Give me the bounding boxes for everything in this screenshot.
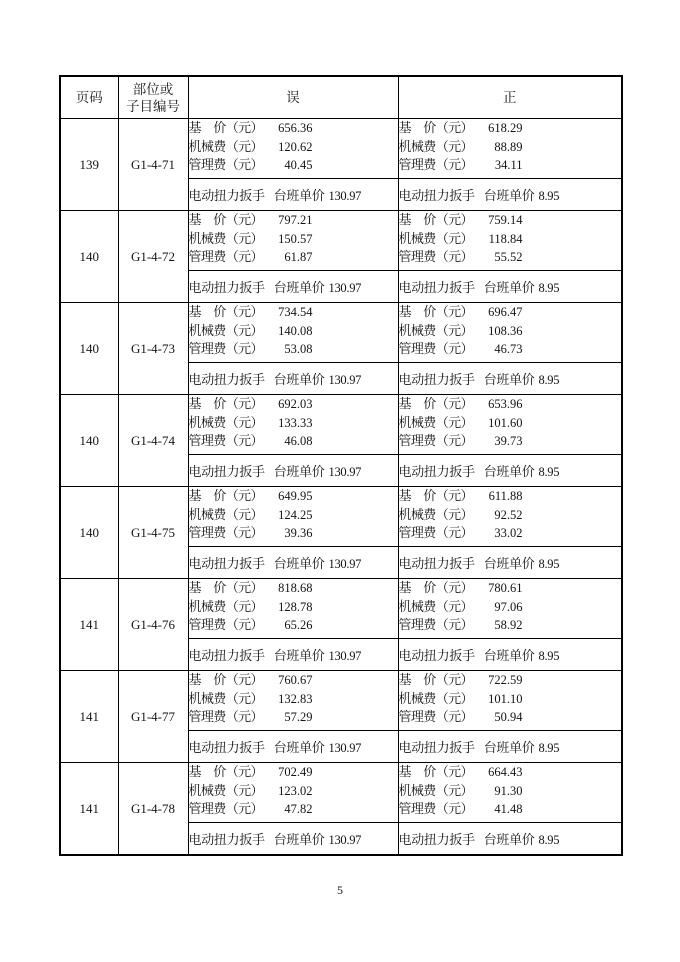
fee-line-machine-fee: [399, 414, 622, 433]
shift-price-label: 台班单价: [483, 556, 535, 571]
base-price-value: 702.49: [278, 765, 313, 779]
page-number-cell: 141: [60, 763, 118, 856]
correct-wrench-cell: [398, 639, 622, 671]
shift-price-value: 8.95: [538, 465, 560, 479]
machine-fee-label: 机械费（元）: [188, 230, 263, 246]
wrong-fees-cell: [188, 487, 398, 547]
correct-fees-cell: [398, 119, 622, 179]
fee-line-admin-fee: [399, 524, 622, 543]
shift-price-value: 130.97: [328, 465, 362, 479]
fee-line-machine-fee: [189, 598, 398, 617]
base-price-label: 基 价（元）: [188, 672, 263, 687]
machine-fee-label: 机械费（元）: [188, 782, 263, 798]
fee-line-base-price: [189, 395, 398, 414]
machine-fee-value: 92.52: [494, 507, 523, 522]
header-cell-page-number: 页码: [60, 76, 118, 119]
correct-wrench-cell: [398, 271, 622, 303]
admin-fee-value: 40.45: [284, 158, 313, 172]
admin-fee-label: 管理费（元）: [188, 341, 263, 356]
admin-fee-value: 46.73: [494, 342, 523, 356]
machine-fee-label: 机械费（元）: [398, 690, 473, 706]
fee-line-machine-fee: [399, 322, 622, 341]
wrench-label: 电动扭力扳手: [188, 832, 265, 847]
shift-price-label: 台班单价: [273, 740, 325, 755]
admin-fee-label: 管理费（元）: [188, 157, 263, 172]
shift-price-value: 130.97: [328, 557, 362, 571]
header-cell-correct: 正: [398, 76, 622, 119]
base-price-value: 696.47: [488, 305, 523, 319]
fee-line-machine-fee: [399, 782, 622, 801]
page-number-cell: 140: [60, 303, 118, 395]
item-code-cell: G1-4-78: [118, 763, 188, 856]
admin-fee-label: 管理费（元）: [398, 525, 473, 540]
correct-fees-cell: [398, 303, 622, 363]
page-number-cell: 140: [60, 487, 118, 579]
wrong-wrench-cell: [188, 179, 398, 211]
admin-fee-value: 33.02: [494, 526, 523, 540]
base-price-label: 基 价（元）: [398, 304, 473, 319]
base-price-label: 基 价（元）: [188, 120, 263, 135]
shift-price-value: 130.97: [328, 281, 362, 295]
wrench-label: 电动扭力扳手: [188, 464, 265, 479]
machine-fee-value: 91.30: [494, 783, 523, 798]
shift-price-label: 台班单价: [273, 832, 325, 847]
admin-fee-label: 管理费（元）: [398, 157, 473, 172]
fee-line-machine-fee: [399, 690, 622, 709]
base-price-value: 692.03: [278, 397, 313, 411]
base-price-value: 797.21: [278, 213, 313, 227]
machine-fee-value: 124.25: [278, 507, 313, 522]
shift-price-label: 台班单价: [483, 280, 535, 295]
fee-line-base-price: [189, 763, 398, 782]
machine-fee-value: 108.36: [488, 323, 523, 338]
table-row-detail: [60, 579, 622, 639]
errata-table-header: [60, 76, 622, 119]
admin-fee-value: 53.08: [284, 342, 313, 356]
fee-line-machine-fee: [189, 230, 398, 249]
shift-price-value: 130.97: [328, 833, 362, 847]
admin-fee-value: 39.36: [284, 526, 313, 540]
base-price-value: 759.14: [488, 213, 523, 227]
admin-fee-value: 65.26: [284, 618, 313, 632]
machine-fee-value: 118.84: [488, 231, 523, 246]
fee-line-machine-fee: [189, 414, 398, 433]
admin-fee-label: 管理费（元）: [188, 709, 263, 724]
admin-fee-label: 管理费（元）: [398, 801, 473, 816]
machine-fee-label: 机械费（元）: [398, 598, 473, 614]
admin-fee-value: 55.52: [494, 250, 523, 264]
base-price-value: 734.54: [278, 305, 313, 319]
wrong-fees-cell: [188, 763, 398, 823]
shift-price-value: 130.97: [328, 189, 362, 203]
fee-line-machine-fee: [189, 782, 398, 801]
admin-fee-label: 管理费（元）: [188, 433, 263, 448]
shift-price-value: 130.97: [328, 649, 362, 663]
fee-line-admin-fee: [189, 800, 398, 819]
wrench-label: 电动扭力扳手: [398, 372, 475, 387]
fee-line-admin-fee: [189, 524, 398, 543]
fee-line-machine-fee: [189, 506, 398, 525]
admin-fee-label: 管理费（元）: [188, 525, 263, 540]
fee-line-base-price: [399, 303, 622, 322]
shift-price-label: 台班单价: [483, 740, 535, 755]
base-price-value: 664.43: [488, 765, 523, 779]
base-price-label: 基 价（元）: [188, 764, 263, 779]
wrench-label: 电动扭力扳手: [398, 556, 475, 571]
machine-fee-label: 机械费（元）: [398, 414, 473, 430]
admin-fee-label: 管理费（元）: [398, 709, 473, 724]
machine-fee-label: 机械费（元）: [398, 506, 473, 522]
header-item-line1: 部位或: [132, 81, 174, 97]
fee-line-admin-fee: [189, 708, 398, 727]
base-price-value: 818.68: [278, 581, 313, 595]
shift-price-value: 8.95: [538, 281, 560, 295]
machine-fee-value: 88.89: [494, 139, 523, 154]
fee-line-machine-fee: [189, 690, 398, 709]
shift-price-label: 台班单价: [273, 188, 325, 203]
shift-price-label: 台班单价: [483, 648, 535, 663]
wrong-wrench-cell: [188, 823, 398, 856]
shift-price-value: 8.95: [538, 557, 560, 571]
header-cell-item-code: [118, 76, 188, 119]
page-number-cell: 141: [60, 671, 118, 763]
fee-line-admin-fee: [399, 616, 622, 635]
wrong-fees-cell: [188, 211, 398, 271]
fee-line-admin-fee: [399, 708, 622, 727]
correct-fees-cell: [398, 395, 622, 455]
wrench-label: 电动扭力扳手: [188, 280, 265, 295]
fee-line-admin-fee: [399, 432, 622, 451]
fee-line-machine-fee: [189, 322, 398, 341]
wrong-wrench-cell: [188, 363, 398, 395]
wrench-label: 电动扭力扳手: [398, 832, 475, 847]
admin-fee-value: 57.29: [284, 710, 313, 724]
wrong-wrench-cell: [188, 547, 398, 579]
wrong-fees-cell: [188, 119, 398, 179]
machine-fee-value: 132.83: [278, 691, 313, 706]
fee-line-base-price: [399, 763, 622, 782]
item-code-cell: G1-4-73: [118, 303, 188, 395]
wrong-fees-cell: [188, 579, 398, 639]
base-price-value: 611.88: [488, 489, 523, 503]
admin-fee-label: 管理费（元）: [188, 249, 263, 264]
admin-fee-value: 46.08: [284, 434, 313, 448]
machine-fee-value: 150.57: [278, 231, 313, 246]
base-price-value: 760.67: [278, 673, 313, 687]
base-price-label: 基 价（元）: [188, 304, 263, 319]
shift-price-label: 台班单价: [483, 188, 535, 203]
machine-fee-value: 140.08: [278, 323, 313, 338]
correct-wrench-cell: [398, 363, 622, 395]
admin-fee-label: 管理费（元）: [398, 617, 473, 632]
machine-fee-value: 97.06: [494, 599, 523, 614]
admin-fee-value: 47.82: [284, 802, 313, 816]
item-code-cell: G1-4-74: [118, 395, 188, 487]
fee-line-base-price: [399, 579, 622, 598]
fee-line-base-price: [399, 487, 622, 506]
header-item-line2: 子目编号: [126, 98, 180, 114]
machine-fee-value: 123.02: [278, 783, 313, 798]
machine-fee-label: 机械费（元）: [398, 322, 473, 338]
shift-price-label: 台班单价: [273, 280, 325, 295]
errata-table-body: [60, 119, 622, 856]
wrench-label: 电动扭力扳手: [188, 740, 265, 755]
admin-fee-value: 34.11: [494, 158, 523, 172]
admin-fee-label: 管理费（元）: [188, 617, 263, 632]
table-row-detail: [60, 487, 622, 547]
wrong-fees-cell: [188, 303, 398, 363]
base-price-label: 基 价（元）: [188, 488, 263, 503]
header-cell-wrong: 误: [188, 76, 398, 119]
wrench-label: 电动扭力扳手: [398, 648, 475, 663]
wrench-label: 电动扭力扳手: [398, 188, 475, 203]
table-row-detail: [60, 671, 622, 731]
fee-line-admin-fee: [399, 156, 622, 175]
wrong-wrench-cell: [188, 639, 398, 671]
base-price-label: 基 价（元）: [398, 120, 473, 135]
base-price-value: 722.59: [488, 673, 523, 687]
shift-price-value: 8.95: [538, 833, 560, 847]
fee-line-base-price: [189, 579, 398, 598]
page-number-cell: 140: [60, 211, 118, 303]
fee-line-machine-fee: [399, 138, 622, 157]
machine-fee-label: 机械费（元）: [398, 138, 473, 154]
table-row-detail: [60, 763, 622, 823]
fee-line-machine-fee: [399, 598, 622, 617]
shift-price-value: 130.97: [328, 373, 362, 387]
errata-table: [59, 75, 623, 856]
shift-price-label: 台班单价: [483, 464, 535, 479]
admin-fee-label: 管理费（元）: [188, 801, 263, 816]
fee-line-admin-fee: [189, 340, 398, 359]
wrench-label: 电动扭力扳手: [188, 648, 265, 663]
correct-wrench-cell: [398, 823, 622, 856]
admin-fee-label: 管理费（元）: [398, 249, 473, 264]
fee-line-base-price: [399, 119, 622, 138]
machine-fee-label: 机械费（元）: [188, 506, 263, 522]
machine-fee-value: 101.10: [488, 691, 523, 706]
table-row-detail: [60, 395, 622, 455]
wrong-fees-cell: [188, 671, 398, 731]
machine-fee-label: 机械费（元）: [188, 322, 263, 338]
machine-fee-label: 机械费（元）: [398, 782, 473, 798]
base-price-label: 基 价（元）: [398, 580, 473, 595]
machine-fee-label: 机械费（元）: [188, 598, 263, 614]
wrench-label: 电动扭力扳手: [188, 556, 265, 571]
fee-line-admin-fee: [399, 800, 622, 819]
shift-price-label: 台班单价: [273, 372, 325, 387]
page-number-cell: 140: [60, 395, 118, 487]
correct-wrench-cell: [398, 731, 622, 763]
wrench-label: 电动扭力扳手: [188, 188, 265, 203]
shift-price-value: 8.95: [538, 649, 560, 663]
fee-line-base-price: [189, 303, 398, 322]
machine-fee-label: 机械费（元）: [188, 690, 263, 706]
base-price-label: 基 价（元）: [188, 212, 263, 227]
shift-price-value: 130.97: [328, 741, 362, 755]
fee-line-machine-fee: [399, 230, 622, 249]
fee-line-base-price: [399, 395, 622, 414]
wrench-label: 电动扭力扳手: [398, 740, 475, 755]
shift-price-value: 8.95: [538, 373, 560, 387]
admin-fee-label: 管理费（元）: [398, 433, 473, 448]
fee-line-admin-fee: [189, 432, 398, 451]
machine-fee-label: 机械费（元）: [188, 414, 263, 430]
item-code-cell: G1-4-75: [118, 487, 188, 579]
shift-price-value: 8.95: [538, 189, 560, 203]
fee-line-base-price: [399, 211, 622, 230]
wrong-wrench-cell: [188, 731, 398, 763]
correct-wrench-cell: [398, 547, 622, 579]
fee-line-machine-fee: [189, 138, 398, 157]
shift-price-label: 台班单价: [483, 832, 535, 847]
fee-line-admin-fee: [189, 616, 398, 635]
wrong-wrench-cell: [188, 271, 398, 303]
base-price-value: 649.95: [278, 489, 313, 503]
table-row-detail: [60, 211, 622, 271]
correct-fees-cell: [398, 671, 622, 731]
correct-fees-cell: [398, 579, 622, 639]
fee-line-base-price: [189, 119, 398, 138]
admin-fee-value: 50.94: [494, 710, 523, 724]
page-footer-number: 5: [337, 883, 343, 897]
table-row-detail: [60, 303, 622, 363]
page-number-cell: 139: [60, 119, 118, 211]
fee-line-base-price: [399, 671, 622, 690]
base-price-value: 618.29: [488, 121, 523, 135]
shift-price-label: 台班单价: [273, 556, 325, 571]
machine-fee-label: 机械费（元）: [398, 230, 473, 246]
machine-fee-value: 133.33: [278, 415, 313, 430]
item-code-cell: G1-4-76: [118, 579, 188, 671]
correct-fees-cell: [398, 487, 622, 547]
admin-fee-value: 41.48: [494, 802, 523, 816]
admin-fee-value: 61.87: [284, 250, 313, 264]
correct-fees-cell: [398, 211, 622, 271]
shift-price-label: 台班单价: [273, 464, 325, 479]
fee-line-admin-fee: [189, 248, 398, 267]
fee-line-base-price: [189, 211, 398, 230]
admin-fee-value: 58.92: [494, 618, 523, 632]
base-price-label: 基 价（元）: [398, 396, 473, 411]
base-price-label: 基 价（元）: [398, 672, 473, 687]
base-price-label: 基 价（元）: [398, 764, 473, 779]
machine-fee-value: 101.60: [488, 415, 523, 430]
admin-fee-label: 管理费（元）: [398, 341, 473, 356]
item-code-cell: G1-4-72: [118, 211, 188, 303]
shift-price-value: 8.95: [538, 741, 560, 755]
item-code-cell: G1-4-77: [118, 671, 188, 763]
item-code-cell: G1-4-71: [118, 119, 188, 211]
fee-line-machine-fee: [399, 506, 622, 525]
fee-line-admin-fee: [189, 156, 398, 175]
base-price-value: 656.36: [278, 121, 313, 135]
fee-line-admin-fee: [399, 248, 622, 267]
correct-wrench-cell: [398, 179, 622, 211]
shift-price-label: 台班单价: [273, 648, 325, 663]
wrong-fees-cell: [188, 395, 398, 455]
wrench-label: 电动扭力扳手: [398, 464, 475, 479]
wrong-wrench-cell: [188, 455, 398, 487]
wrench-label: 电动扭力扳手: [188, 372, 265, 387]
base-price-label: 基 价（元）: [188, 396, 263, 411]
correct-wrench-cell: [398, 455, 622, 487]
base-price-label: 基 价（元）: [398, 212, 473, 227]
base-price-value: 653.96: [488, 397, 523, 411]
correct-fees-cell: [398, 763, 622, 823]
table-row-detail: [60, 119, 622, 179]
admin-fee-value: 39.73: [494, 434, 523, 448]
shift-price-label: 台班单价: [483, 372, 535, 387]
page-number-cell: 141: [60, 579, 118, 671]
wrench-label: 电动扭力扳手: [398, 280, 475, 295]
machine-fee-label: 机械费（元）: [188, 138, 263, 154]
machine-fee-value: 128.78: [278, 599, 313, 614]
base-price-label: 基 价（元）: [188, 580, 263, 595]
fee-line-admin-fee: [399, 340, 622, 359]
base-price-value: 780.61: [488, 581, 523, 595]
fee-line-base-price: [189, 487, 398, 506]
machine-fee-value: 120.62: [278, 139, 313, 154]
base-price-label: 基 价（元）: [398, 488, 473, 503]
fee-line-base-price: [189, 671, 398, 690]
